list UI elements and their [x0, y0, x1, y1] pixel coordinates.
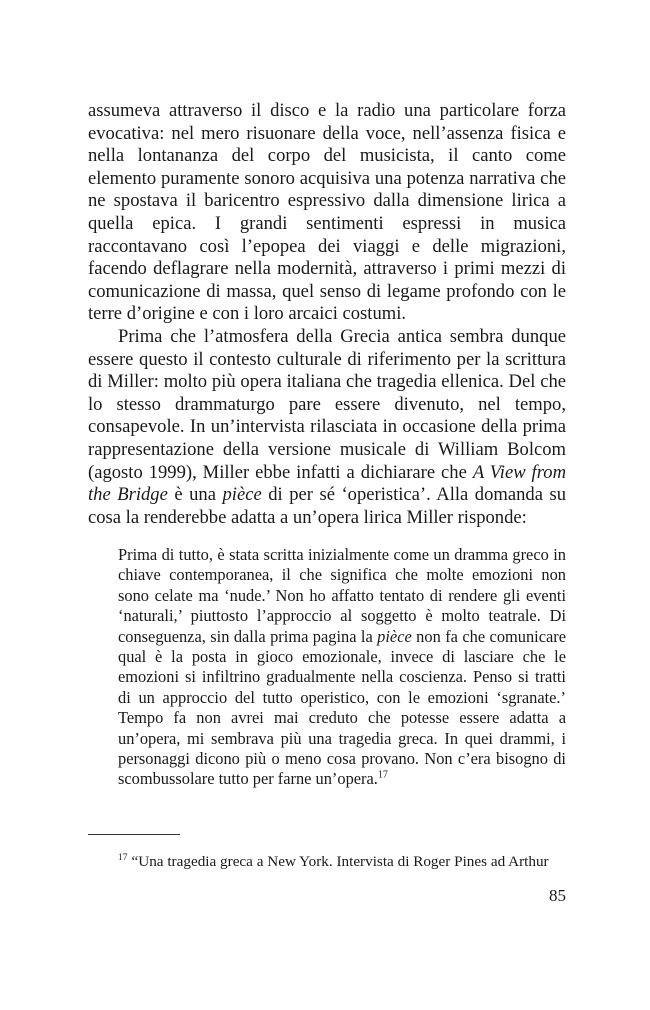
paragraph-2-text-c: di per sé ‘operistica’. Alla domanda su cosa la renderebbe adatta a un’opera lirica Miller risponde: [88, 484, 566, 528]
paragraph-2-text-a: Prima che l’atmosfera della Grecia antica sembra dunque essere questo il contesto culturale di riferimento per la scrittura di Miller: molto più opera italiana che tragedia ellenica. Del che lo stesso drammaturgo pare essere divenuto, nel tempo, consapevole. In un’intervista rilasciata in occasione della prima rappresentazione della versione musicale di William Bolcom (agosto 1999), Miller ebbe infatti a dichiarare che [88, 325, 566, 483]
page-number: 85 [549, 886, 566, 905]
paragraph-2-text-b: è una [167, 484, 223, 506]
play-title-italic: A View from the Bridge [88, 461, 566, 506]
footnote-reference[interactable]: 17 [377, 770, 388, 781]
footnote-number: 17 [118, 852, 128, 863]
block-quote [118, 545, 566, 790]
paragraph-1: assumeva attraverso il disco e la radio una particolare forza evocativa: nel mero risuonare della voce, nell’assenza fisica e nella lontananza del corpo del musicista, il canto come elemento puramente sonoro acquisiva una potenza narrativa che ne spostava il baricentro espressivo dalla dimensione lirica a quella epica. I grandi sentimenti espressi in musica raccontavano così l’epopea dei viaggi e delle migrazioni, facendo deflagrare nella modernità, attraverso i primi mezzi di comunicazione di massa, quel senso di legame profondo con le terre d’origine e con i loro arcaici costumi. [88, 100, 566, 325]
footnote-divider [88, 834, 180, 835]
quote-paragraph [118, 545, 566, 790]
footnote-text: “Una tragedia greca a New York. Intervista di Roger Pines ad Arthur [131, 853, 549, 870]
footnote [118, 852, 578, 871]
main-text [88, 100, 566, 529]
quote-piece-italic: pièce [377, 626, 412, 646]
paragraph-2 [88, 326, 566, 529]
quote-text-b: non fa che comunicare qual è la posta in gioco emozionale, invece di lasciare che le emozioni si infiltrino gradualmente nella coscienza. Penso si tratti di un approccio del tutto operistico, con le emozioni ‘sgranate.’ Tempo fa non avrei mai creduto che potesse essere adatta a un’opera, mi sembrava più una tragedia greca. In quei drammi, i personaggi dicono più o meno cosa provano. Non c’era bisogno di scombussolare tutto per farne un’opera. [118, 626, 566, 789]
piece-italic: pièce [222, 484, 262, 506]
quote-text-a: Prima di tutto, è stata scritta inizialmente come un dramma greco in chiave contemporanea, il che significa che molte emozioni non sono celate ma ‘nude.’ Non ho affatto tentato di rendere gli eventi ‘naturali,’ piuttosto l’approccio al soggetto è molto teatrale. Di conseguenza, sin dalla prima pagina la [118, 545, 566, 646]
